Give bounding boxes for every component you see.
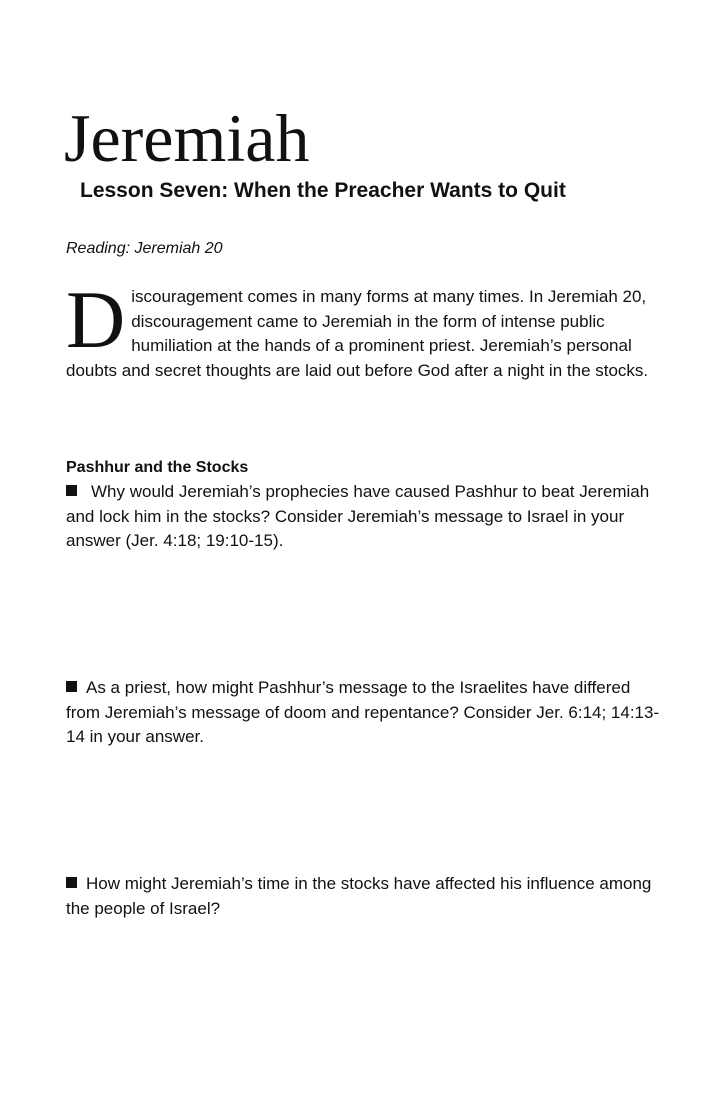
question-1: [66, 480, 660, 554]
square-bullet-icon: [66, 681, 77, 692]
question-2: [66, 676, 660, 750]
section-heading: Pashhur and the Stocks: [66, 459, 249, 476]
intro-paragraph: [66, 274, 660, 383]
intro-text: iscouragement comes in many forms at many times. In Jeremiah 20, discouragement came to Jeremiah in the form of intense public humiliation at the hands of a prominent priest. Jeremiah’s personal doubts and secret thoughts are laid out before God after a night in the stocks.: [66, 287, 649, 380]
square-bullet-icon: [66, 877, 77, 888]
square-bullet-icon: [66, 485, 77, 496]
question-1-text: Why would Jeremiah’s prophecies have caused Pashhur to beat Jeremiah and lock him in the stocks? Consider Jeremiah’s message to Israel in your answer (Jer. 4:18; 19:10-15).: [66, 482, 650, 550]
question-3: [66, 872, 660, 921]
lesson-subtitle: Lesson Seven: When the Preacher Wants to Quit: [80, 179, 566, 202]
document-title: Jeremiah: [64, 100, 310, 176]
question-3-text: How might Jeremiah’s time in the stocks have affected his influence among the people of Israel?: [66, 874, 652, 918]
question-2-text: As a priest, how might Pashhur’s message to the Israelites have differed from Jeremiah’s message of doom and repentance? Consider Jer. 6:14; 14:13-14 in your answer.: [66, 678, 660, 746]
drop-cap: D: [66, 274, 126, 365]
reading-reference: Reading: Jeremiah 20: [66, 240, 223, 257]
